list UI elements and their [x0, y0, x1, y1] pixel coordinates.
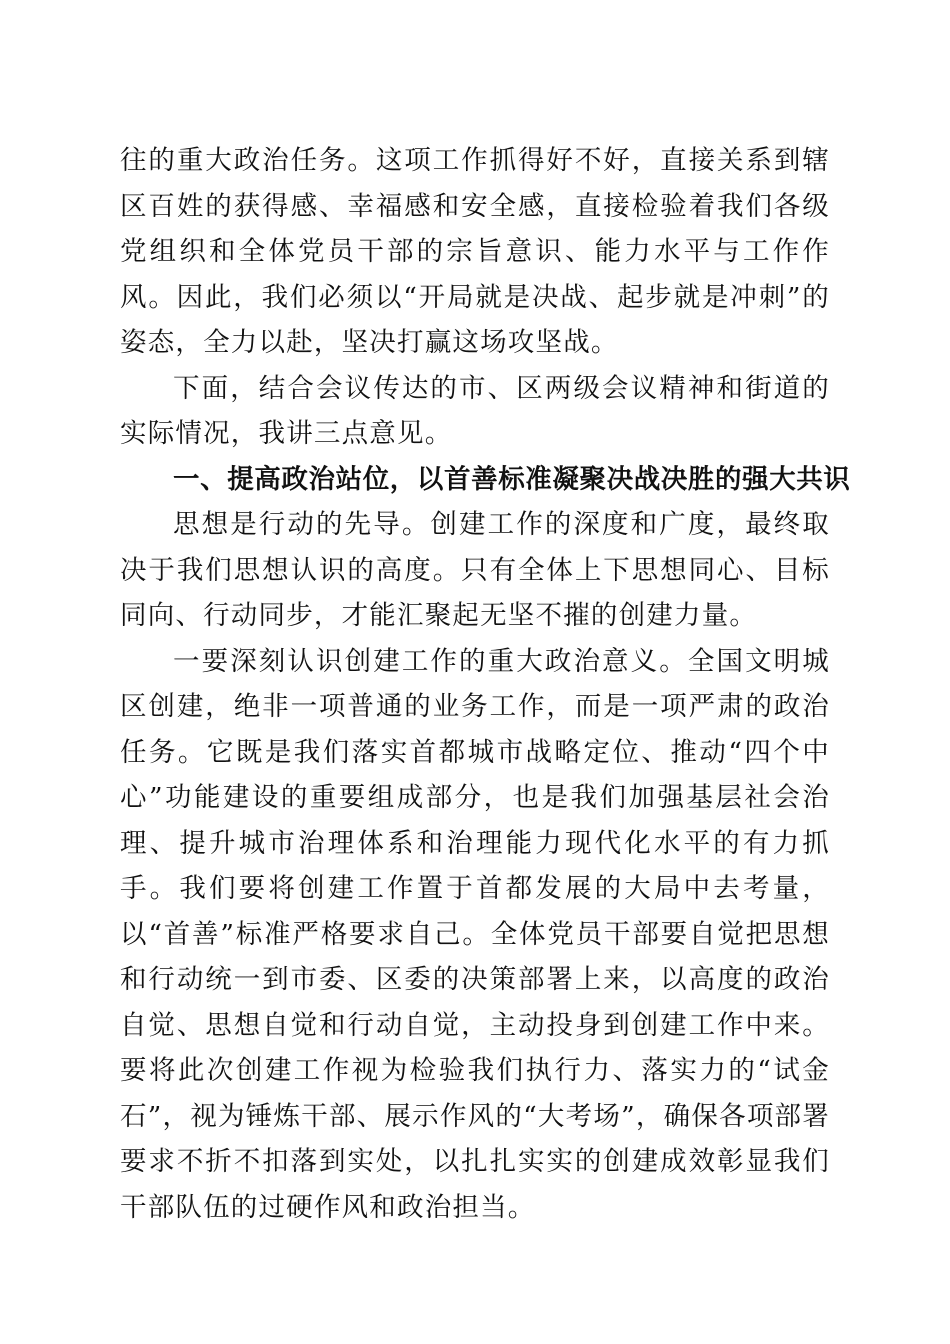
paragraph-point-one: 一要深刻认识创建工作的重大政治意义。全国文明城区创建，绝非一项普通的业务工作，而是一项严肃的政治任务。它既是我们落实首都城市战略定位、推动“四个中心”功能建设的重要组成部分，也是我们加强基层社会治理、提升城市治理体系和治理能力现代化水平的有力抓手。我们要将创建工作置于首都发展的大局中去考量，以“首善”标准严格要求自己。全体党员干部要自觉把思想和行动统一到市委、区委的决策部署上来，以高度的政治自觉、思想自觉和行动自觉，主动投身到创建工作中来。要将此次创建工作视为检验我们执行力、落实力的“试金石”，视为锤炼干部、展示作风的“大考场”，确保各项部署要求不折不扣落到实处，以扎扎实实的创建成效彰显我们干部队伍的过硬作风和政治担当。 [120, 645, 830, 1223]
paragraph-continuation: 往的重大政治任务。这项工作抓得好不好，直接关系到辖区百姓的获得感、幸福感和安全感，直接检验着我们各级党组织和全体党员干部的宗旨意识、能力水平与工作作风。因此，我们必须以“开局就是决战、起步就是冲刺”的姿态，全力以赴，坚决打赢这场攻坚战。 [120, 145, 830, 358]
paragraph-thought: 思想是行动的先导。创建工作的深度和广度，最终取决于我们思想认识的高度。只有全体上下思想同心、目标同向、行动同步，才能汇聚起无坚不摧的创建力量。 [120, 509, 830, 631]
document-body [120, 138, 851, 1230]
paragraph-intro: 下面，结合会议传达的市、区两级会议精神和街道的实际情况，我讲三点意见。 [120, 372, 830, 449]
section-heading-1: 一、提高政治站位，以首善标准凝聚决战决胜的强大共识 [173, 463, 851, 495]
